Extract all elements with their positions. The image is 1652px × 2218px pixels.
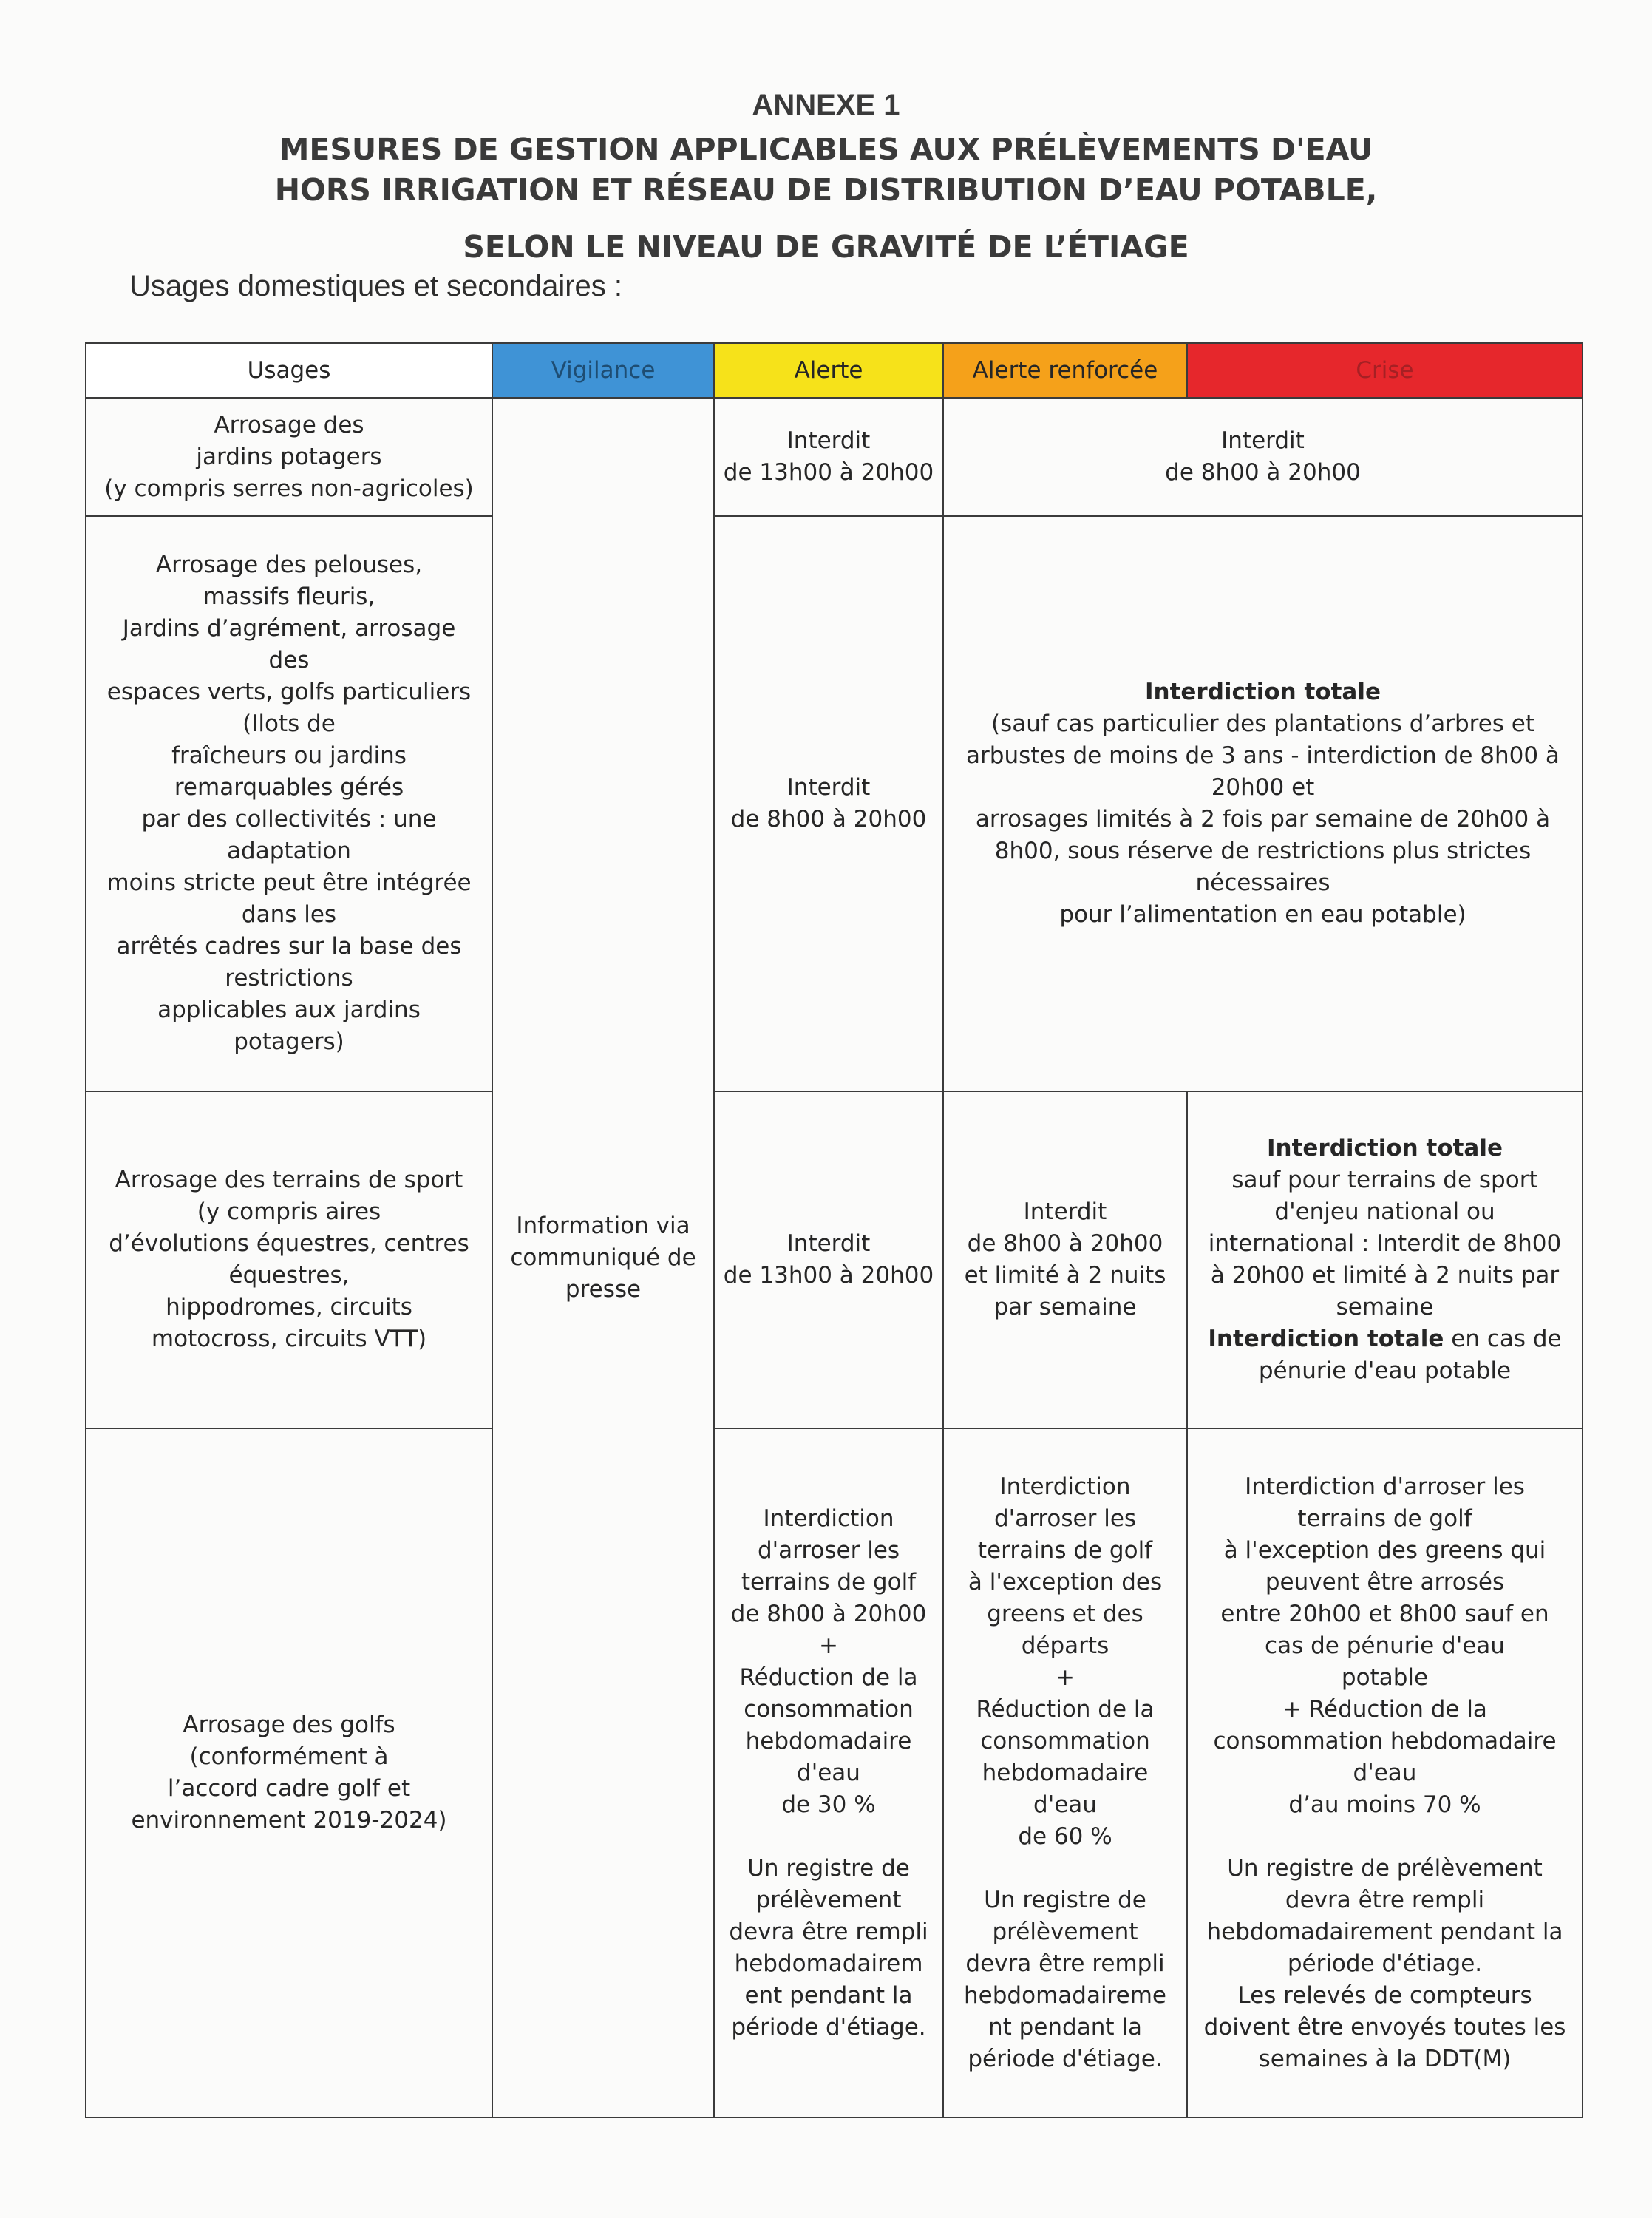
crise-cell: Interdiction d'arroser les terrains de golf à l'exception des greens qui peuvent être arrosés entre 20h00 et 8h00 sauf en cas de pénurie d'eau potable + Réduction de la consommation hebdomadaire d'eau d’au moins 70 % Un registre de prélèvement devra être rempli hebdomadairement pendant la période d'étiage. Les relevés de compteurs doivent être envoyés toutes les semaines à la DDT(M) [1187, 1428, 1583, 2117]
bold-heading: Interdiction totale [1208, 1326, 1444, 1352]
alerte-cell: Interdit de 13h00 à 20h00 [714, 1091, 943, 1428]
document-title-line-2: HORS IRRIGATION ET RÉSEAU DE DISTRIBUTION D’EAU POTABLE, [274, 172, 1378, 208]
crise-cell: Interdiction totale sauf pour terrains de sport d'enjeu national ou international : Interdit de 8h00 à 20h00 et limité à 2 nuits par semaine Interdiction totale en cas de pénurie d'eau potable [1187, 1091, 1583, 1428]
bold-heading: Interdiction totale [1144, 679, 1381, 705]
measures-table [85, 342, 1583, 2118]
column-header-usages: Usages [86, 343, 492, 398]
renforcee-crise-cell: Interdit de 8h00 à 20h00 [943, 398, 1583, 516]
renforcee-cell: Interdiction d'arroser les terrains de golf à l'exception des greens et des départs + Réduction de la consommation hebdomadaire d'eau de 60 % Un registre de prélèvement devra être rempli hebdomadaireme nt pendant la période d'étiage. [943, 1428, 1187, 2117]
document-title-line-1: MESURES DE GESTION APPLICABLES AUX PRÉLÈVEMENTS D'EAU [279, 132, 1373, 167]
table-row [86, 1428, 1583, 2117]
column-header-alerte: Alerte [714, 343, 943, 398]
table-row [86, 398, 1583, 516]
alerte-cell: Interdiction d'arroser les terrains de golf de 8h00 à 20h00 + Réduction de la consommation hebdomadaire d'eau de 30 % Un registre de prélèvement devra être rempli hebdomadairem ent pendant la période d'étiage. [714, 1428, 943, 2117]
bold-heading: Interdiction totale [1266, 1135, 1503, 1161]
column-header-crise: Crise [1187, 343, 1583, 398]
renforcee-cell: Interdit de 8h00 à 20h00 et limité à 2 nuits par semaine [943, 1091, 1187, 1428]
renforcee-crise-cell: Interdiction totale (sauf cas particulier des plantations d’arbres et arbustes de moins de 3 ans - interdiction de 8h00 à 20h00 et arrosages limités à 2 fois par semaine de 20h00 à 8h00, sous réserve de restrictions plus strictes nécessaires pour l’alimentation en eau potable) [943, 516, 1583, 1091]
alerte-cell: Interdit de 13h00 à 20h00 [714, 398, 943, 516]
usage-cell: Arrosage des jardins potagers (y compris serres non-agricoles) [86, 398, 492, 516]
usage-cell: Arrosage des pelouses, massifs fleuris, Jardins d’agrément, arrosage des espaces verts, golfs particuliers (Ilots de fraîcheurs ou jardins remarquables gérés par des collectivités : une adaptation moins stricte peut être intégrée dans les arrêtés cadres sur la base des restrictions applicables aux jardins potagers) [86, 516, 492, 1091]
vigilance-cell: Information via communiqué de presse [492, 398, 714, 2117]
document-title-line-3: SELON LE NIVEAU DE GRAVITÉ DE L’ÉTIAGE [463, 229, 1189, 265]
table-row [86, 1091, 1583, 1428]
column-header-vigilance: Vigilance [492, 343, 714, 398]
table-row [86, 516, 1583, 1091]
alerte-cell: Interdit de 8h00 à 20h00 [714, 516, 943, 1091]
annex-number: ANNEXE 1 [752, 89, 900, 121]
usage-cell: Arrosage des terrains de sport (y compris aires d’évolutions équestres, centres équestres, hippodromes, circuits motocross, circuits VTT) [86, 1091, 492, 1428]
section-subtitle: Usages domestiques et secondaires : [129, 270, 623, 302]
column-header-alerte-renforcee: Alerte renforcée [943, 343, 1187, 398]
table-header-row [86, 343, 1583, 398]
usage-cell: Arrosage des golfs (conformément à l’accord cadre golf et environnement 2019-2024) [86, 1428, 492, 2117]
